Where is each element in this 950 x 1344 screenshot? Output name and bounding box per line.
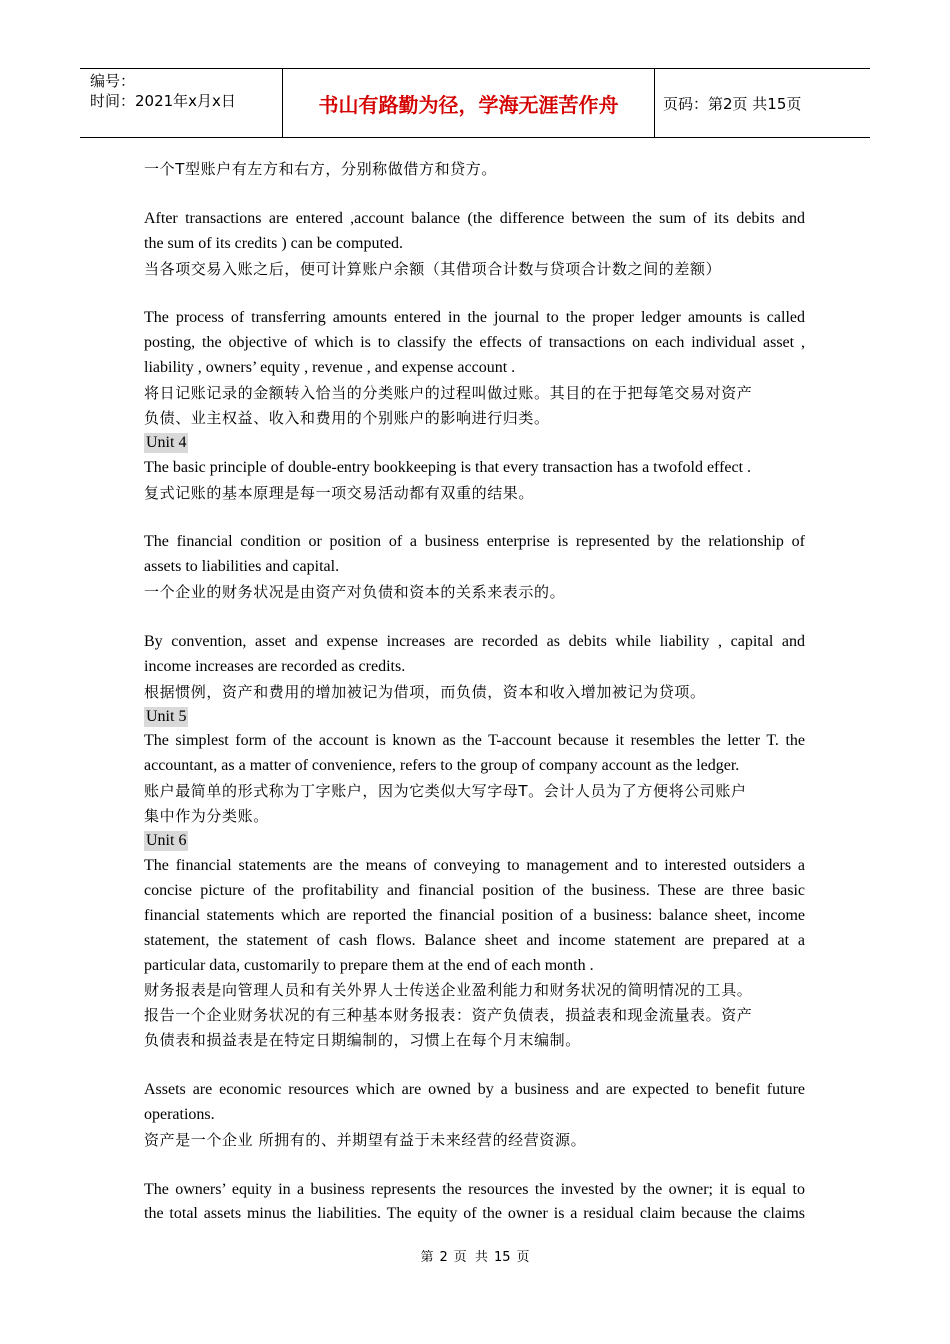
english-text-line: operations. (144, 1105, 215, 1123)
english-text-line: Assets are economic resources which are owned by a business and are expected to benefit future (144, 1080, 805, 1098)
english-text-line: The process of transferring amounts entered in the journal to the proper ledger amounts is called (144, 309, 805, 327)
footer-suffix: 页 (516, 1250, 530, 1265)
english-text-line: The simplest form of the account is known as the T-account because it resembles the letter T. the (144, 732, 805, 750)
english-text-line: the total assets minus the liabilities. The equity of the owner is a residual claim because the claims (144, 1205, 805, 1223)
english-text-line: income increases are recorded as credits. (144, 657, 406, 675)
chinese-text-line: 根据惯例，资产和费用的增加被记为借项，而负债，资本和收入增加被记为贷项。 (144, 682, 706, 701)
page-header (80, 68, 870, 138)
chinese-text-line: 负债、业主权益、收入和费用的个别账户的影响进行归类。 (144, 408, 550, 427)
unit-heading-label: Unit 5 (146, 707, 187, 725)
chinese-text-line: 一个T型账户有左方和右方，分别称做借方和贷方。 (144, 160, 497, 178)
chinese-text-line: 账户最简单的形式称为丁字账户，因为它类似大写字母T。会计人员为了方便将公司账户 (144, 782, 747, 801)
english-text-line: the sum of its credits ) can be computed. (144, 234, 404, 252)
english-text-line: By convention, asset and expense increases are recorded as debits while liability , capital and (144, 632, 805, 650)
chinese-text-line: 财务报表是向管理人员和有关外界人士传送企业盈利能力和财务状况的简明情况的工具。 (144, 981, 753, 1000)
english-text-line: concise picture of the profitability and financial position of the business. These are three basic (144, 881, 805, 899)
blank-line (144, 505, 805, 530)
chinese-text-line: 将日记账记录的金额转入恰当的分类账户的过程叫做过账。其目的在于把每笔交易对资产 (144, 384, 753, 403)
english-text-line: posting, the objective of which is to classify the effects of transactions on each individual asset , (144, 334, 805, 352)
english-text-line: statement, the statement of cash flows. Balance sheet and income statement are prepared at a (144, 931, 805, 949)
chinese-text-line: 复式记账的基本原理是每一项交易活动都有双重的结果。 (144, 483, 535, 502)
footer-mid: 页 共 (453, 1250, 488, 1265)
document-body (144, 157, 805, 1227)
english-text-line: The financial condition or position of a business enterprise is represented by the relationship of (144, 533, 805, 551)
blank-line (144, 281, 805, 306)
number-label: 编号： (90, 72, 136, 90)
unit-heading (144, 829, 805, 854)
english-text-line: assets to liabilities and capital. (144, 558, 340, 576)
blank-line (144, 1153, 805, 1178)
unit-heading (144, 431, 805, 456)
chinese-text-line: 资产是一个企业 所拥有的、并期望有益于未来经营的经营资源。 (144, 1130, 587, 1149)
english-text-line: financial statements which are reported the financial position of a business: balance sheet, income (144, 906, 805, 924)
english-text-line: particular data, customarily to prepare them at the end of each month . (144, 956, 594, 974)
header-meta-cell (80, 69, 282, 137)
english-text-line: The basic principle of double-entry bookkeeping is that every transaction has a twofold effect . (144, 458, 752, 476)
chinese-text-line: 报告一个企业财务状况的有三种基本财务报表：资产负债表，损益表和现金流量表。资产 (144, 1006, 753, 1025)
chinese-text-line: 当各项交易入账之后，便可计算账户余额（其借项合计数与贷项合计数之间的差额） (144, 259, 722, 278)
unit-heading (144, 705, 805, 730)
footer-total-pages: 15 (493, 1250, 511, 1265)
chinese-text-line: 负债表和损益表是在特定日期编制的，习惯上在每个月末编制。 (144, 1031, 581, 1050)
time-label: 时间：2021年x月x日 (90, 92, 236, 110)
english-text-line: The owners’ equity in a business represents the resources the invested by the owner; it is equal to (144, 1180, 805, 1198)
footer-prefix: 第 (420, 1250, 434, 1265)
unit-heading-label: Unit 6 (146, 832, 187, 850)
motto: 书山有路勤为径，学海无涯苦作舟 (282, 69, 655, 137)
blank-line (144, 605, 805, 630)
chinese-text-line: 一个企业的财务状况是由资产对负债和资本的关系来表示的。 (144, 583, 566, 602)
english-text-line: The financial statements are the means of conveying to management and to interested outsiders a (144, 856, 805, 874)
page-info: 页码：第2页 共15页 (663, 94, 802, 113)
english-text-line: After transactions are entered ,account balance (the difference between the sum of its debits and (144, 209, 805, 227)
blank-line (144, 182, 805, 207)
chinese-text-line: 集中作为分类账。 (144, 807, 269, 826)
english-text-line: liability , owners’ equity , revenue , and expense account . (144, 359, 516, 377)
unit-heading-label: Unit 4 (146, 433, 187, 451)
footer-page-number: 2 (439, 1250, 448, 1265)
page-footer (0, 1246, 950, 1265)
english-text-line: accountant, as a matter of convenience, refers to the group of company account as the ledger. (144, 757, 740, 775)
blank-line (144, 1053, 805, 1078)
